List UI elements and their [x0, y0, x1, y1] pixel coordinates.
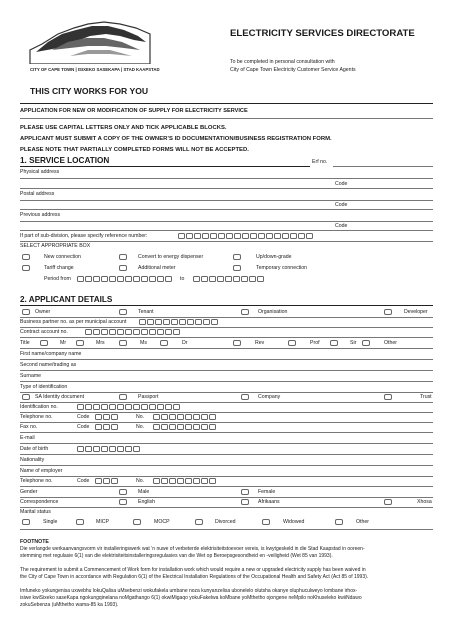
digit-box[interactable] [157, 276, 164, 282]
telephone-label: Telephone no. [20, 414, 53, 420]
english-label: English [138, 499, 156, 505]
tariff-change-checkbox[interactable] [22, 265, 30, 271]
postal-address-field[interactable] [20, 200, 433, 201]
digit-box[interactable] [187, 319, 194, 325]
widowed-checkbox[interactable] [262, 519, 270, 525]
correspondence-label: Correspondence [20, 499, 59, 505]
nationality-field[interactable] [20, 465, 433, 466]
email-field[interactable] [20, 443, 433, 444]
digit-box[interactable] [169, 424, 176, 430]
mocp-checkbox[interactable] [133, 519, 141, 525]
digit-box[interactable] [211, 319, 218, 325]
additional-meter-checkbox[interactable] [119, 265, 127, 271]
employer-telephone-no-boxes[interactable] [153, 478, 217, 484]
digit-box[interactable] [93, 276, 100, 282]
digit-box[interactable] [242, 233, 249, 239]
digit-box[interactable] [165, 329, 172, 335]
digit-box[interactable] [133, 276, 140, 282]
title-other-checkbox[interactable] [362, 340, 370, 346]
telephone-no-label: No. [136, 414, 145, 420]
footnote-afrikaans-line-1: Die verlangde werkaanvangsvorm vir installeringswerk wat ’n nuwe of verbeterde elektrisiteitstoevoer vereis, is kwytgeskeld in die Stad Kaapstad in ooreen- [20, 546, 365, 552]
digit-box[interactable] [177, 478, 184, 484]
sa-id-label: SA Identity document [35, 394, 85, 400]
digit-box[interactable] [117, 276, 124, 282]
digit-box[interactable] [250, 233, 257, 239]
employer-telephone-code-label: Code [77, 478, 90, 484]
digit-box[interactable] [161, 414, 168, 420]
single-checkbox[interactable] [22, 519, 30, 525]
slogan: THIS CITY WORKS FOR YOU [30, 86, 149, 96]
title-sir-checkbox[interactable] [330, 340, 338, 346]
xhosa-checkbox[interactable] [384, 499, 392, 505]
male-checkbox[interactable] [119, 489, 127, 495]
afrikaans-label: Afrikaans [258, 499, 280, 505]
single-label: Single [43, 519, 58, 525]
digit-box[interactable] [193, 414, 200, 420]
digit-box[interactable] [217, 276, 224, 282]
employer-telephone-no-label: No. [136, 478, 145, 484]
digit-box[interactable] [210, 233, 217, 239]
male-label: Male [138, 489, 150, 495]
title-rev-label: Rev [255, 340, 265, 346]
title-ms-checkbox[interactable] [119, 340, 127, 346]
select-box-label: SELECT APPROPRIATE BOX [20, 243, 91, 249]
digit-box[interactable] [109, 276, 116, 282]
digit-box[interactable] [241, 276, 248, 282]
female-checkbox[interactable] [241, 489, 249, 495]
digit-box[interactable] [125, 404, 132, 410]
digit-box[interactable] [185, 424, 192, 430]
digit-box[interactable] [103, 478, 110, 484]
title-mr-checkbox[interactable] [40, 340, 48, 346]
digit-box[interactable] [101, 276, 108, 282]
title-other-label: Other [384, 340, 397, 346]
digit-box[interactable] [169, 478, 176, 484]
digit-box[interactable] [125, 276, 132, 282]
email-label: E-mail [20, 435, 35, 441]
footnote-xhosa-line-2: isiwe kwiSixeko saseKapa ngokungqinelana noMgathango 6(1) okwiMigaqo yokuFakelwa koMbane yoMthetho ojongene neMpilo noKhuseleko kwiiNdawo [20, 595, 362, 601]
digit-box[interactable] [163, 319, 170, 325]
fax-code-boxes[interactable] [95, 424, 119, 430]
notice-owner-id: APPLICANT MUST SUBMIT A COPY OF THE OWNER’S ID DOCUMENTATION/BUSINESS REGISTRATION FORM. [20, 136, 332, 142]
period-from-label: Period from [44, 276, 71, 282]
digit-box[interactable] [201, 478, 208, 484]
digit-box[interactable] [109, 404, 116, 410]
digit-box[interactable] [202, 233, 209, 239]
digit-box[interactable] [133, 404, 140, 410]
developer-label: Developer [404, 309, 428, 315]
digit-box[interactable] [85, 404, 92, 410]
digit-box[interactable] [209, 424, 216, 430]
employer-field[interactable] [20, 476, 433, 477]
trust-checkbox[interactable] [384, 394, 392, 400]
digit-box[interactable] [103, 424, 110, 430]
digit-box[interactable] [209, 276, 216, 282]
title-dr-checkbox[interactable] [160, 340, 168, 346]
digit-box[interactable] [133, 329, 140, 335]
notice-capitals: PLEASE USE CAPITAL LETTERS ONLY AND TICK APPLICABLE BLOCKS. [20, 125, 227, 131]
additional-meter-label: Additional meter [138, 265, 176, 271]
digit-box[interactable] [233, 276, 240, 282]
digit-box[interactable] [266, 233, 273, 239]
subdivision-ref-boxes[interactable] [178, 233, 314, 239]
contract-account-boxes[interactable] [85, 329, 181, 335]
developer-checkbox[interactable] [384, 309, 392, 315]
telephone-no-boxes[interactable] [153, 414, 217, 420]
title-mrs-checkbox[interactable] [76, 340, 84, 346]
id-number-boxes[interactable] [77, 404, 181, 410]
digit-box[interactable] [274, 233, 281, 239]
digit-box[interactable] [95, 478, 102, 484]
surname-label: Surname [20, 373, 42, 379]
period-to-label: to [180, 276, 185, 282]
mocp-label: MOCP [154, 519, 170, 525]
title-mrs-label: Mrs [96, 340, 105, 346]
dob-boxes[interactable] [77, 446, 141, 452]
digit-box[interactable] [101, 446, 108, 452]
sa-id-checkbox[interactable] [22, 394, 30, 400]
digit-box[interactable] [101, 329, 108, 335]
digit-box[interactable] [141, 329, 148, 335]
trust-label: Trust [420, 394, 432, 400]
fax-no-boxes[interactable] [153, 424, 217, 430]
postal-code-field[interactable] [20, 209, 433, 210]
employer-label: Name of employer [20, 468, 63, 474]
digit-box[interactable] [201, 276, 208, 282]
consultation-note-1: To be completed in personal consultation with [230, 59, 335, 65]
digit-box[interactable] [193, 276, 200, 282]
digit-box[interactable] [195, 319, 202, 325]
digit-box[interactable] [226, 233, 233, 239]
title-mr-label: Mr [60, 340, 67, 346]
digit-box[interactable] [185, 478, 192, 484]
tenant-label: Tenant [138, 309, 154, 315]
digit-box[interactable] [111, 424, 118, 430]
second-name-field[interactable] [20, 370, 433, 371]
digit-box[interactable] [177, 414, 184, 420]
city-logo-mountain [28, 20, 152, 64]
type-id-label: Type of identification [20, 384, 68, 390]
footnote-title: FOOTNOTE [20, 539, 49, 545]
digit-box[interactable] [149, 276, 156, 282]
form-title: APPLICATION FOR NEW OR MODIFICATION OF SUPPLY FOR ELECTRICITY SERVICE [20, 108, 248, 114]
digit-box[interactable] [209, 478, 216, 484]
digit-box[interactable] [141, 276, 148, 282]
xhosa-label: Xhosa [417, 499, 432, 505]
period-from-boxes[interactable] [77, 276, 173, 282]
surname-field[interactable] [20, 381, 433, 382]
digit-box[interactable] [111, 478, 118, 484]
digit-box[interactable] [201, 414, 208, 420]
title-rev-checkbox[interactable] [233, 340, 241, 346]
digit-box[interactable] [117, 446, 124, 452]
postal-code-label: Code [335, 202, 348, 208]
digit-box[interactable] [153, 414, 160, 420]
digit-box[interactable] [141, 404, 148, 410]
business-partner-boxes[interactable] [139, 319, 219, 325]
digit-box[interactable] [125, 446, 132, 452]
digit-box[interactable] [147, 319, 154, 325]
digit-box[interactable] [169, 414, 176, 420]
nationality-label: Nationality [20, 457, 45, 463]
digit-box[interactable] [194, 233, 201, 239]
new-connection-checkbox[interactable] [22, 254, 30, 260]
gender-label: Gender [20, 489, 38, 495]
micp-checkbox[interactable] [76, 519, 84, 525]
digit-box[interactable] [234, 233, 241, 239]
digit-box[interactable] [290, 233, 297, 239]
tenant-checkbox[interactable] [119, 309, 127, 315]
temporary-connection-label: Temporary connection [256, 265, 308, 271]
title-dr-label: Dr [182, 340, 188, 346]
directorate-title: ELECTRICITY SERVICES DIRECTORATE [230, 28, 415, 39]
title-ms-label: Ms [140, 340, 147, 346]
digit-box[interactable] [171, 319, 178, 325]
digit-box[interactable] [193, 478, 200, 484]
section-service-location-title: 1. SERVICE LOCATION [20, 156, 110, 165]
second-name-label: Second name/trading as [20, 362, 77, 368]
digit-box[interactable] [218, 233, 225, 239]
fax-no-label: No. [136, 424, 145, 430]
digit-box[interactable] [178, 233, 185, 239]
footnote-english-line-2: the City of Cape Town in accordance with Regulation 6(1) of the Electrical Installation Regulations of the Occupational Health and Safety Act (Act 85 of 1993). [20, 574, 369, 580]
period-to-boxes[interactable] [193, 276, 265, 282]
digit-box[interactable] [193, 424, 200, 430]
contract-account-label: Contract account no. [20, 329, 68, 335]
physical-address-field[interactable] [20, 178, 433, 179]
new-connection-label: New connection [44, 254, 81, 260]
digit-box[interactable] [85, 276, 92, 282]
erf-label: Erf no. [312, 159, 328, 165]
digit-box[interactable] [101, 404, 108, 410]
digit-box[interactable] [125, 329, 132, 335]
first-name-label: First name/company name [20, 351, 82, 357]
digit-box[interactable] [179, 319, 186, 325]
temporary-connection-checkbox[interactable] [233, 265, 241, 271]
marital-other-checkbox[interactable] [335, 519, 343, 525]
digit-box[interactable] [149, 404, 156, 410]
title-sir-label: Sir [350, 340, 357, 346]
employer-telephone-label: Telephone no. [20, 478, 53, 484]
convert-dispenser-label: Convert to energy dispenser [138, 254, 204, 260]
first-name-field[interactable] [20, 359, 433, 360]
physical-code-label: Code [335, 181, 348, 187]
organisation-checkbox[interactable] [241, 309, 249, 315]
erf-field[interactable] [333, 166, 433, 167]
digit-box[interactable] [139, 319, 146, 325]
footnote-english-line-1: The requirement to submit a Commencement of Work form for installation work which would require a new or upgraded electricity supply has been waived in [20, 567, 366, 573]
digit-box[interactable] [173, 404, 180, 410]
female-label: Female [258, 489, 276, 495]
employer-telephone-code-boxes[interactable] [95, 478, 119, 484]
footnote-afrikaans-line-2: stemming met regulasie 6(1) van die elektrisiteitsinstalleringsregulasies van die Wet op Beroepsgesondheid en -veiligheid (Wet 85 van 1993). [20, 553, 333, 559]
passport-checkbox[interactable] [119, 394, 127, 400]
physical-code-field[interactable] [20, 188, 433, 189]
previous-code-field[interactable] [20, 230, 433, 231]
telephone-code-label: Code [77, 414, 90, 420]
passport-label: Passport [138, 394, 159, 400]
digit-box[interactable] [93, 446, 100, 452]
digit-box[interactable] [153, 478, 160, 484]
digit-box[interactable] [298, 233, 305, 239]
digit-box[interactable] [165, 276, 172, 282]
digit-box[interactable] [177, 424, 184, 430]
updown-grade-checkbox[interactable] [233, 254, 241, 260]
digit-box[interactable] [157, 404, 164, 410]
digit-box[interactable] [258, 233, 265, 239]
afrikaans-checkbox[interactable] [241, 499, 249, 505]
digit-box[interactable] [185, 414, 192, 420]
consultation-note-2: City of Cape Town Electricity Customer Service Agents [230, 67, 356, 73]
tariff-change-label: Tariff change [44, 265, 74, 271]
telephone-code-boxes[interactable] [95, 414, 119, 420]
digit-box[interactable] [85, 446, 92, 452]
owner-label: Owner [35, 309, 51, 315]
subdivision-label: If part of sub-division, please specify reference number: [20, 233, 148, 239]
digit-box[interactable] [161, 424, 168, 430]
postal-address-label: Postal address [20, 191, 55, 197]
digit-box[interactable] [93, 404, 100, 410]
digit-box[interactable] [93, 329, 100, 335]
convert-dispenser-checkbox[interactable] [119, 254, 127, 260]
title-label: Title [20, 340, 30, 346]
digit-box[interactable] [85, 329, 92, 335]
footnote-xhosa-line-1: Imfuneko yokungenisa uxwebhu lokuQalisa uMsebenzi wokufakela umbane noza kunyanzelisa ubonelelo olutsha okanye oluphuculweyo lombane irhox- [20, 588, 358, 594]
previous-address-field[interactable] [20, 221, 433, 222]
id-number-label: Identification no. [20, 404, 58, 410]
company-checkbox[interactable] [241, 394, 249, 400]
micp-label: MICP [96, 519, 109, 525]
digit-box[interactable] [117, 329, 124, 335]
marital-other-label: Other [356, 519, 369, 525]
digit-box[interactable] [165, 404, 172, 410]
digit-box[interactable] [77, 446, 84, 452]
digit-box[interactable] [186, 233, 193, 239]
digit-box[interactable] [173, 329, 180, 335]
digit-box[interactable] [149, 329, 156, 335]
fax-label: Fax no. [20, 424, 38, 430]
fax-code-label: Code [77, 424, 90, 430]
digit-box[interactable] [155, 319, 162, 325]
digit-box[interactable] [203, 319, 210, 325]
notice-partial: PLEASE NOTE THAT PARTIALLY COMPLETED FORMS WILL NOT BE ACCEPTED. [20, 147, 249, 153]
divorced-checkbox[interactable] [195, 519, 203, 525]
digit-box[interactable] [77, 276, 84, 282]
digit-box[interactable] [161, 478, 168, 484]
digit-box[interactable] [282, 233, 289, 239]
english-checkbox[interactable] [119, 499, 127, 505]
digit-box[interactable] [111, 414, 118, 420]
company-label: Company [258, 394, 281, 400]
title-prof-label: Prof [310, 340, 320, 346]
digit-box[interactable] [95, 414, 102, 420]
marital-label: Marital status [20, 509, 51, 515]
previous-address-label: Previous address [20, 212, 61, 218]
updown-grade-label: Up/down-grade [256, 254, 292, 260]
digit-box[interactable] [257, 276, 264, 282]
digit-box[interactable] [109, 329, 116, 335]
digit-box[interactable] [133, 446, 140, 452]
digit-box[interactable] [201, 424, 208, 430]
widowed-label: Widowed [283, 519, 305, 525]
dob-label: Date of birth [20, 446, 49, 452]
digit-box[interactable] [209, 414, 216, 420]
digit-box[interactable] [77, 404, 84, 410]
city-name-line: CITY OF CAPE TOWN | ISIXEKO SASEKAPA | STAD KAAPSTAD [30, 67, 160, 72]
footnote-xhosa-line-3: zokuSebenza (uMthetho wama-85 ka 1993). [20, 602, 119, 608]
divorced-label: Divorced [215, 519, 236, 525]
business-partner-label: Business partner no. as per municipal account [20, 319, 127, 325]
owner-checkbox[interactable] [22, 309, 30, 315]
digit-box[interactable] [117, 404, 124, 410]
previous-code-label: Code [335, 223, 348, 229]
digit-box[interactable] [103, 414, 110, 420]
digit-box[interactable] [157, 329, 164, 335]
digit-box[interactable] [249, 276, 256, 282]
title-prof-checkbox[interactable] [288, 340, 296, 346]
organisation-label: Organisation [258, 309, 288, 315]
digit-box[interactable] [225, 276, 232, 282]
digit-box[interactable] [109, 446, 116, 452]
digit-box[interactable] [95, 424, 102, 430]
physical-address-label: Physical address [20, 169, 60, 175]
digit-box[interactable] [306, 233, 313, 239]
section-applicant-details-title: 2. APPLICANT DETAILS [20, 295, 113, 304]
digit-box[interactable] [153, 424, 160, 430]
